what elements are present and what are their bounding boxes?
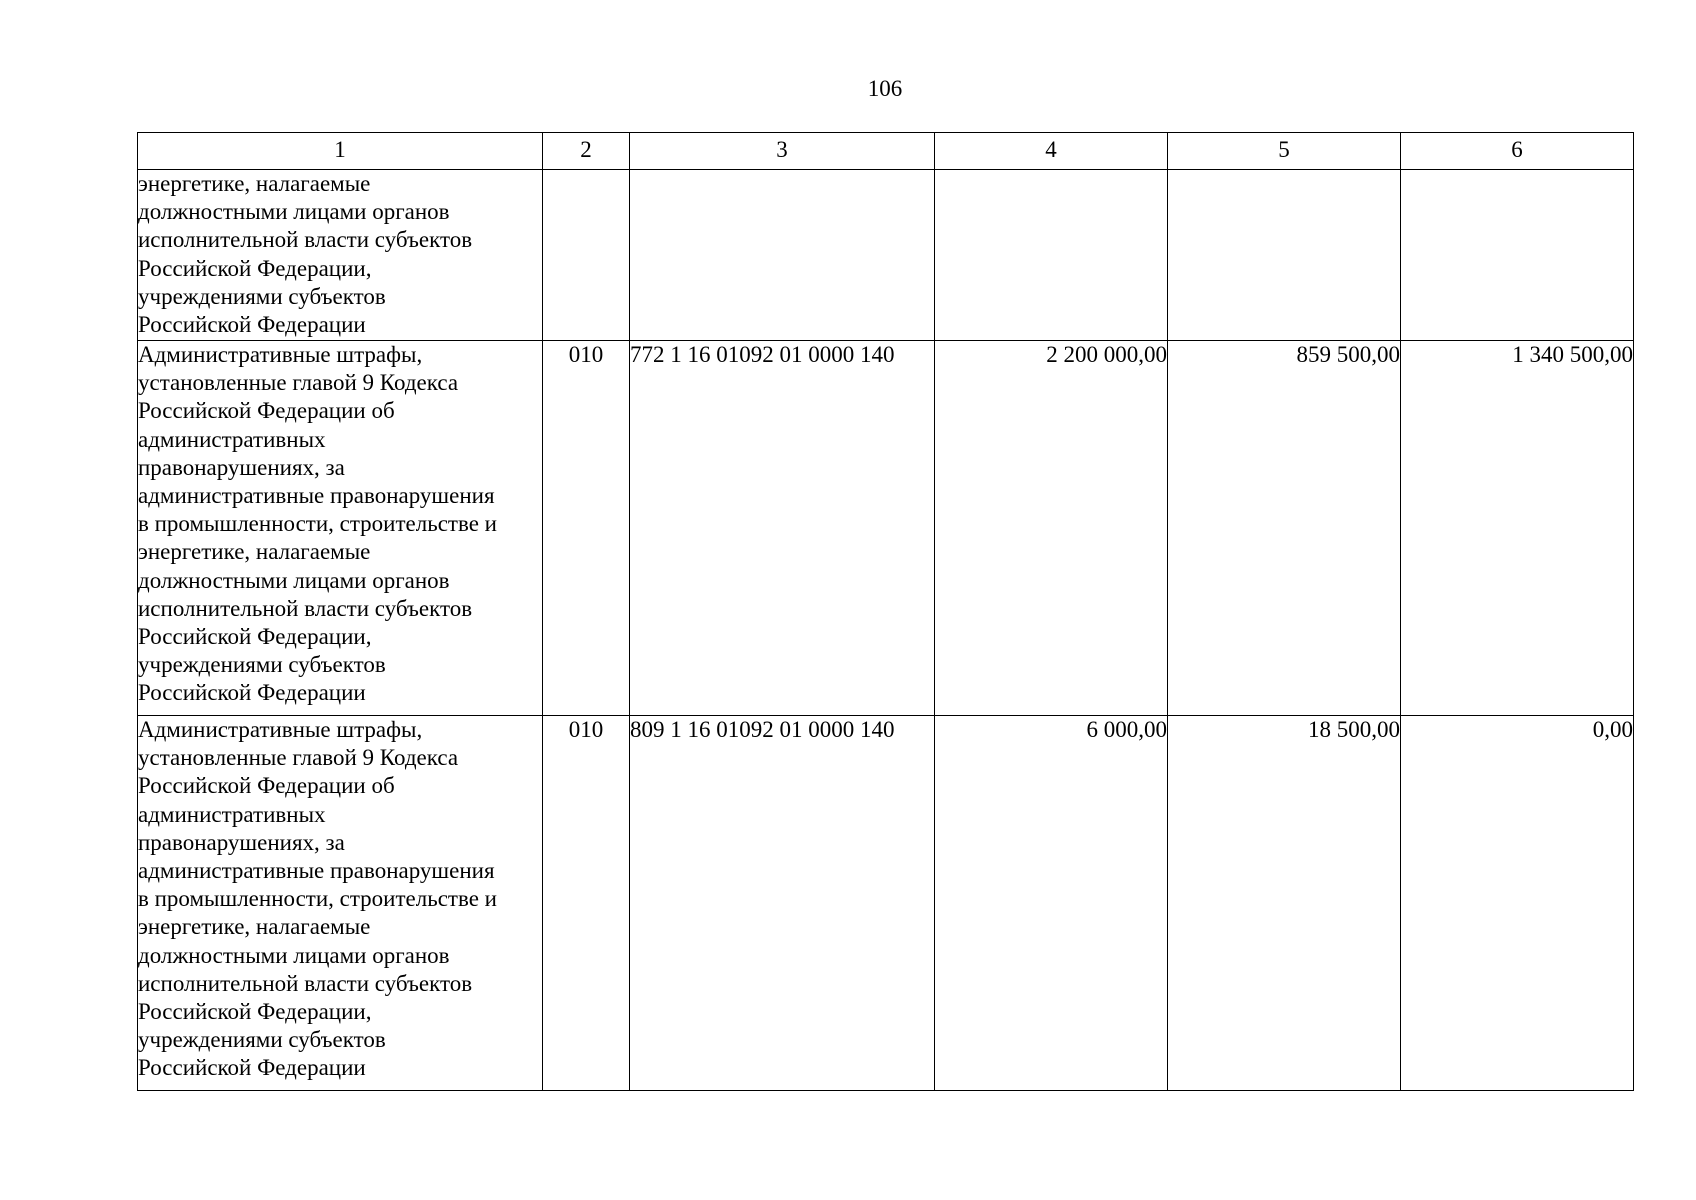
row-value-col5	[1168, 170, 1401, 341]
row-value-col5: 859 500,00	[1168, 341, 1401, 716]
column-header-3: 3	[630, 133, 935, 170]
table-row	[138, 170, 1634, 341]
table-row	[138, 716, 1634, 1091]
row-value-col4: 6 000,00	[935, 716, 1168, 1091]
column-header-1: 1	[138, 133, 543, 170]
row-line-code	[543, 170, 630, 341]
page-number: 106	[867, 76, 903, 101]
row-value-col4	[935, 170, 1168, 341]
row-value-col6	[1401, 170, 1634, 341]
row-budget-code	[630, 170, 935, 341]
row-budget-code: 809 1 16 01092 01 0000 140	[630, 716, 935, 1091]
budget-table	[137, 132, 1634, 1091]
row-value-col6: 0,00	[1401, 716, 1634, 1091]
row-budget-code: 772 1 16 01092 01 0000 140	[630, 341, 935, 716]
column-header-6: 6	[1401, 133, 1634, 170]
row-value-col4: 2 200 000,00	[935, 341, 1168, 716]
table-row	[138, 341, 1634, 716]
row-description: Административные штрафы, установленные главой 9 Кодекса Российской Федерации об административных правонарушениях, за административные правонарушения в промышленности, строительстве и энергетике, налагаемые должностными лицами органов исполнительной власти субъектов Российской Федерации, учреждениями субъектов Российской Федерации	[138, 341, 543, 716]
row-description: Административные штрафы, установленные главой 9 Кодекса Российской Федерации об административных правонарушениях, за административные правонарушения в промышленности, строительстве и энергетике, налагаемые должностными лицами органов исполнительной власти субъектов Российской Федерации, учреждениями субъектов Российской Федерации	[138, 716, 543, 1091]
column-header-2: 2	[543, 133, 630, 170]
row-value-col5: 18 500,00	[1168, 716, 1401, 1091]
row-line-code: 010	[543, 716, 630, 1091]
column-header-5: 5	[1168, 133, 1401, 170]
row-value-col6: 1 340 500,00	[1401, 341, 1634, 716]
header-row	[138, 133, 1634, 170]
row-description: энергетике, налагаемые должностными лицами органов исполнительной власти субъектов Российской Федерации, учреждениями субъектов Российской Федерации	[138, 170, 543, 341]
column-header-4: 4	[935, 133, 1168, 170]
row-line-code: 010	[543, 341, 630, 716]
